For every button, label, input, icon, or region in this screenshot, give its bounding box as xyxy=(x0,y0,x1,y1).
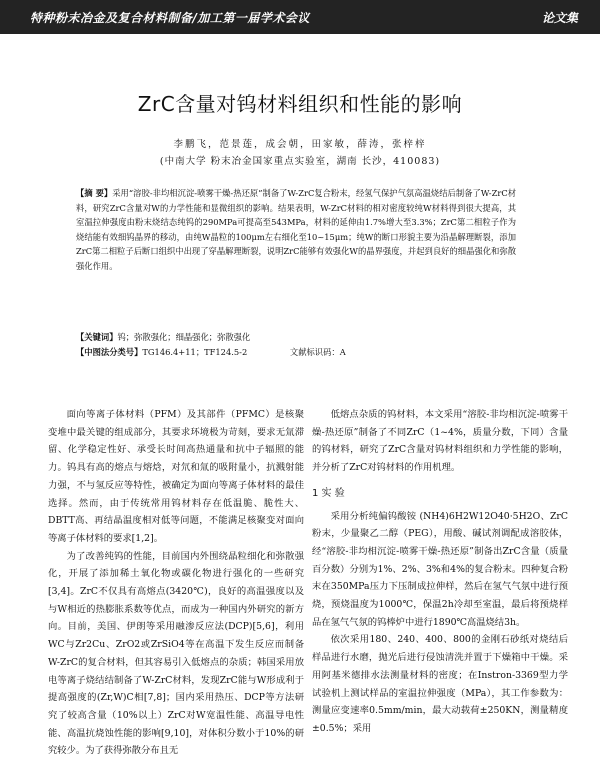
keywords-label: 【关键词】 xyxy=(76,332,118,342)
affiliation: (中南大学 粉末冶金国家重点实验室，湖南 长沙，410083) xyxy=(159,156,441,167)
intro-paragraph-3: 低熔点杂质的钨材料，本文采用“溶胶-非均相沉淀-喷雾干燥-热还原”制备了不同ZrC（1~4%，质量分数，下同）含量的钨材料，研究了ZrC含量对钨材料组织和力学性能的影响，并分析了ZrC对钨材料的作用机理。 xyxy=(312,409,568,474)
header-proceedings: 论文集 xyxy=(541,11,578,25)
keywords-line xyxy=(76,330,516,345)
classification-line xyxy=(76,345,516,360)
experiment-paragraph-2: 依次采用180、240、400、800的金刚石砂纸对烧结后样品进行水磨，抛光后进行侵蚀清洗并置于下燥箱中干燥。采用阿基米德排水法测量材料的密度；在Instron-3369型力学试验机上测试样品的室温拉伸强度（MPa），其工作参数为：测量应变速率0.5mm/min，最大动载荷±250KN，测量精度±0.5%；采用 xyxy=(312,634,568,734)
left-column xyxy=(48,406,304,760)
intro-paragraph-2: 为了改善纯钨的性能，目前国内外围绕晶粒细化和弥散强化，开展了添加稀土氧化物或碳化物进行强化的一些研究[3,4]。ZrC不仅具有高熔点(3420℃)，良好的高温强度以及与W相近的热膨胀系数等优点，而成为一种国内外研究的新方向。目前，美国、伊朗等采用融渗反应法(DCP)[5,6]，利用WC与Zr2Cu、ZrO2或ZrSiO4等在高温下发生反应而制备W-ZrC的复合材料，但其容易引入低熔点的杂质；韩国采用放电等离子烧结结制备了W-ZrC材料，发现ZrC能与W形成利于提高强度的(Zr,W)C相[7,8]；国内采用热压、DCP等方法研究了较高含量（10%以上）ZrC对W宽温性能、高温导电性能、高温抗烧蚀性能的影响[9,10]，对体积分数小于10%的研究较少。为了获得弥散分布且无 xyxy=(48,550,304,757)
abstract-label: 【摘 要】 xyxy=(76,188,113,198)
section-heading-experiment: 1 实 验 xyxy=(312,487,345,499)
header-conference: 特种粉末冶金及复合材料制备/加工第一届学术会议 xyxy=(30,11,310,25)
abstract-text: 采用“溶胶-非均相沉淀-喷雾干燥-热还原”制备了W-ZrC复合粉末，经氢气保护气氛高温烧结后制备了W-ZrC材料，研究ZrC含量对W的力学性能和显微组织的影响。结果表明，W-ZrC材料的相对密度较纯W材料得到很大提高，其室温拉伸强度由粉末烧结态纯钨的290MPa可提高至543MPa，材料的延伸由1.7%增大至3.3%；ZrC第二相粒子作为烧结能有效细钨晶界的移动，由纯W晶粒的100μm左右细化至10~15μm；纯W的断口形貌主要为沿晶解理断裂，添加ZrC第二相粒子后断口组织中出现了穿晶解理断裂，说明ZrC能够有效强化W的晶界强度，并起到良好的细晶强化和弥散强化作用。 xyxy=(76,188,517,271)
intro-paragraph-1: 面向等离子体材料（PFM）及其部件（PFMC）是核聚变堆中最关键的组成部分，其要求环境极为苛刻，要求无氚滞留、化学稳定性好、承受长时间高热通量和抗中子辐照的能力。钨具有高的熔点与熔焓，对氘和氚的吸附量小，抗溅射能力强，不与氢反应等特性，被确定为面向等离子体材料的最佳选择。然而，由于传统常用钨材料存在低温脆、脆性大、DBTT高、再结晶温度相对低等问题，不能满足核聚变对面向等离子体材料的要求[1,2]。 xyxy=(48,409,304,544)
keywords-block xyxy=(76,330,516,360)
right-column xyxy=(312,406,568,738)
classification-text: TG146.4+11；TF124.5-2 xyxy=(142,347,248,357)
authors: 李鹏飞，范景莲，成会朝，田家敏，薛涛，张梓梓 xyxy=(173,139,427,150)
experiment-paragraph-1: 采用分析纯偏钨酸铵 (NH4)6H2W12O40·5H2O、ZrC粉末，少量聚乙二醇（PEG），用酸、碱试剂调配成溶胶体，经“溶胶-非均相沉淀-喷雾干燥-热还原”制备出ZrC含量（质量百分数）分别为1%、2%、3%和4%的复合粉末。四种复合粉末在350MPa压力下压制成拉伸样，然后在氢气气氛中进行预烧，预烧温度为1000℃，保温2h冷却至室温，最后将预烧样品在氢气气氛的钨棒炉中进行1890℃高温烧结3h。 xyxy=(312,510,568,628)
header-bar xyxy=(0,0,600,34)
doc-code: A xyxy=(339,347,346,357)
abstract xyxy=(76,186,516,274)
keywords-text: 钨；弥散强化；细晶强化；弥散强化 xyxy=(117,332,251,342)
classification-label: 【中图法分类号】 xyxy=(76,347,143,357)
doc-code-label: 文献标识码： xyxy=(289,347,340,357)
paper-title: ZrC含量对钨材料组织和性能的影响 xyxy=(137,92,463,116)
